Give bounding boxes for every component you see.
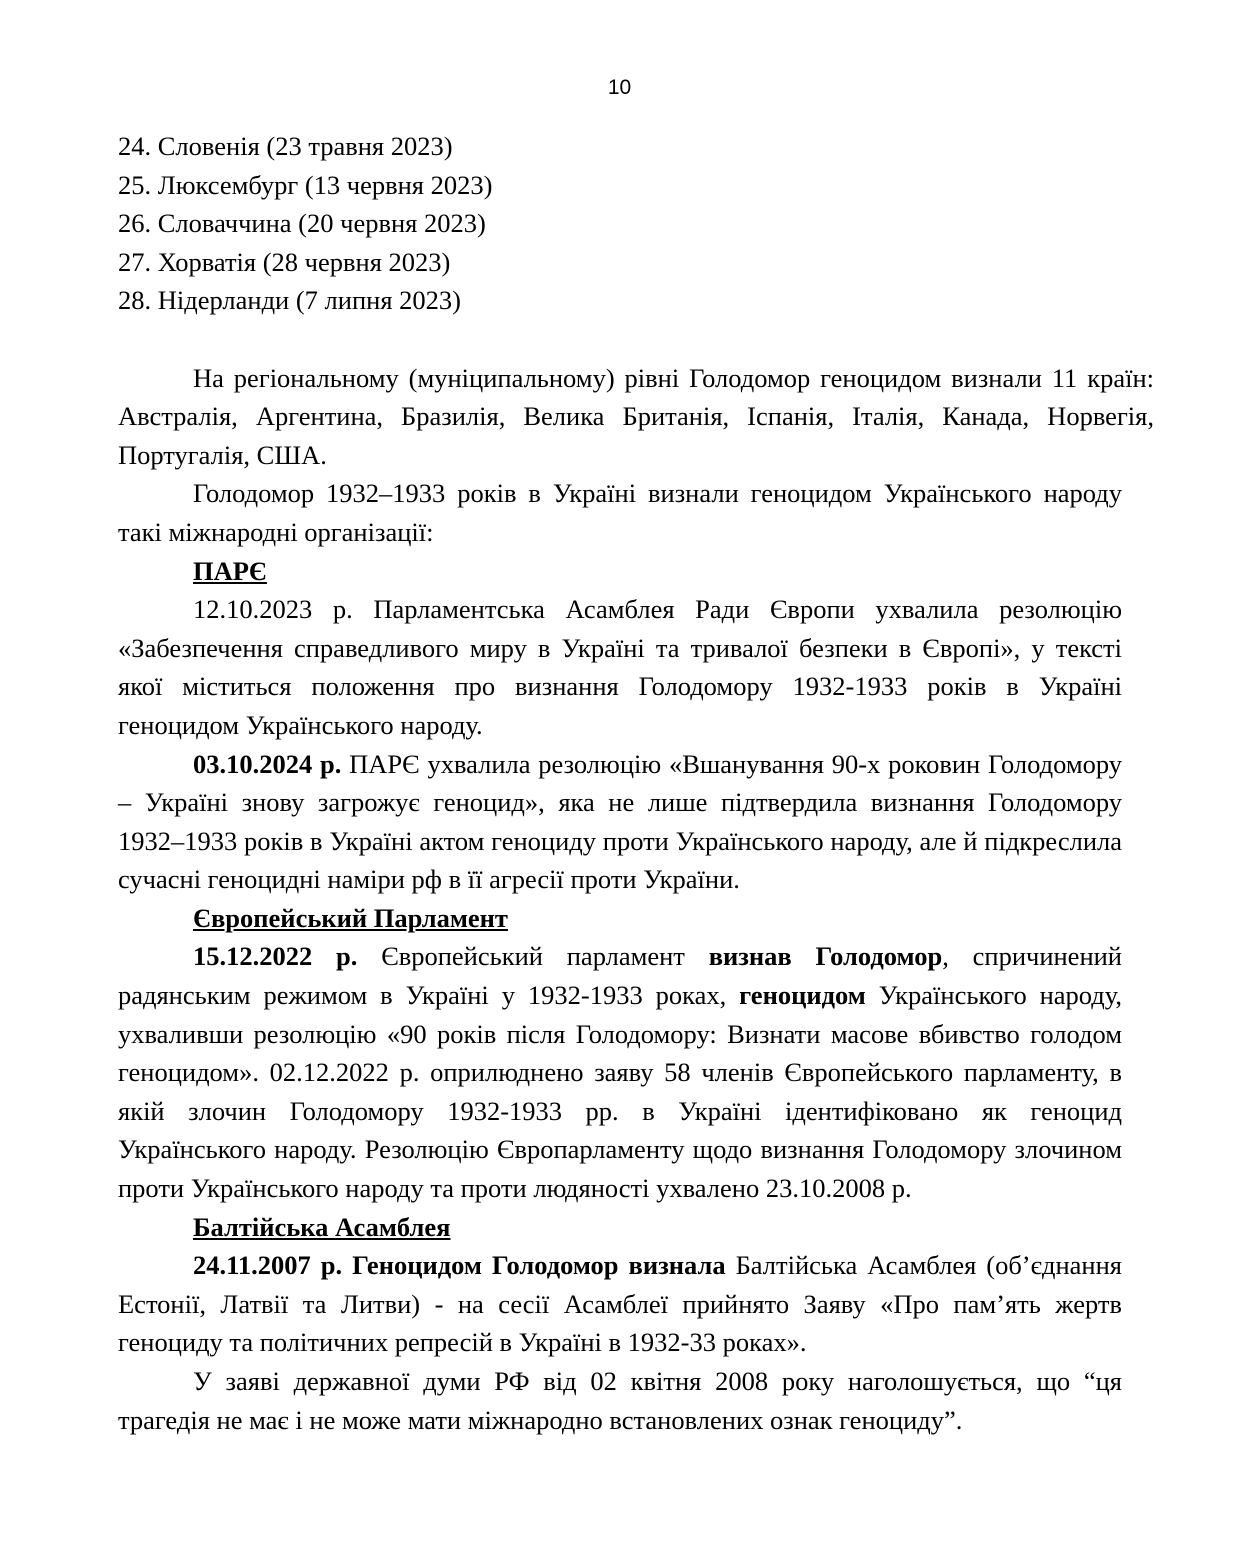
international-orgs-intro-paragraph: Голодомор 1932–1933 років в Україні визнали геноцидом Українського народу такі міжнародні організації: — [118, 478, 1122, 547]
regional-recognition-paragraph: На регіональному (муніципальному) рівні Голодомор геноцидом визнали 11 країн: Австралія, Аргентина, Бразилія, Велика Британія, Іспанія, Італія, Канада, Норвегія, Португалія, США. — [118, 362, 1154, 470]
blank-line — [118, 320, 1122, 359]
baltic-assembly-paragraph — [118, 1246, 1122, 1362]
paragraph-text: Балтійська Асамблея (об’єднання Естонії, Латвії та Литви) - на сесії Асамблеї прийнято Заяву «Про пам’ять жертв геноциду та політичних репресій в Україні в 1932-33 роках». — [118, 1250, 1122, 1358]
list-item: 28. Нідерланди (7 липня 2023) — [118, 285, 461, 316]
list-item: 24. Словенія (23 травня 2023) — [118, 131, 453, 161]
date-bold: 03.10.2024 р. — [193, 748, 342, 779]
date-bold: 15.12.2022 р. — [193, 941, 358, 972]
paragraph-text: Українського народу, ухваливши резолюцію «90 років після Голодомору: Визнати масове вбивство голодом геноцидом». 02.12.2022 р. оприлюднено заяву 58 членів Європейського парламенту, в якій злочин Голодомору 1932-1933 рр. в Україні ідентифіковано як геноцид Українського народу. Резолюцію Європарламенту щодо визнання Голодомору злочином проти Українського народу та проти людяності ухвалено 23.10.2008 р. — [118, 980, 1122, 1204]
paragraph-text: ПАРЄ ухвалила резолюцію «Вшанування 90-х роковин Голодомору – Україні знову загрожує геноцид», яка не лише підтвердила визнання Голодомору 1932–1933 років в Україні актом геноциду проти Українського народу, але й підкреслила сучасні геноцидні наміри рф в її агресії проти України. — [118, 748, 1122, 895]
duma-statement-paragraph: У заяві державної думи РФ від 02 квітня 2008 року наголошується, що “ця трагедія не має і не може мати міжнародно встановлених ознак геноциду”. — [118, 1366, 1122, 1435]
paragraph-text: , спричинений радянським режимом в Україні у 1932-1933 роках, — [118, 941, 1122, 1011]
page-number: 10 — [607, 76, 632, 99]
emphasis-bold: визнав Голодомор — [708, 941, 943, 972]
list-item: 26. Словаччина (20 червня 2023) — [118, 208, 486, 239]
date-bold: 24.11.2007 р. Геноцидом Голодомор визнала — [193, 1250, 726, 1281]
countries-list — [118, 127, 1122, 320]
pace-paragraph-2023: 12.10.2023 р. Парламентська Асамблея Ради Європи ухвалила резолюцію «Забезпечення справедливого миру в Україні та тривалої безпеки в Європі», у тексті якої міститься положення про визнання Голодомору 1932-1933 років в Україні геноцидом Українського народу. — [118, 594, 1122, 740]
european-parliament-paragraph — [118, 937, 1122, 1207]
document-body — [118, 127, 1154, 1439]
section-heading-european-parliament: Європейський Парламент — [193, 902, 508, 933]
paragraph-text: Європейський парламент — [357, 941, 709, 972]
list-item: 25. Люксембург (13 червня 2023) — [118, 169, 493, 200]
section-heading-baltic-assembly: Балтійська Асамблея — [193, 1211, 451, 1242]
emphasis-bold: геноцидом — [739, 980, 866, 1011]
pace-paragraph-2024 — [118, 745, 1122, 899]
section-heading-pace: ПАРЄ — [193, 555, 267, 586]
list-item: 27. Хорватія (28 червня 2023) — [118, 246, 451, 277]
